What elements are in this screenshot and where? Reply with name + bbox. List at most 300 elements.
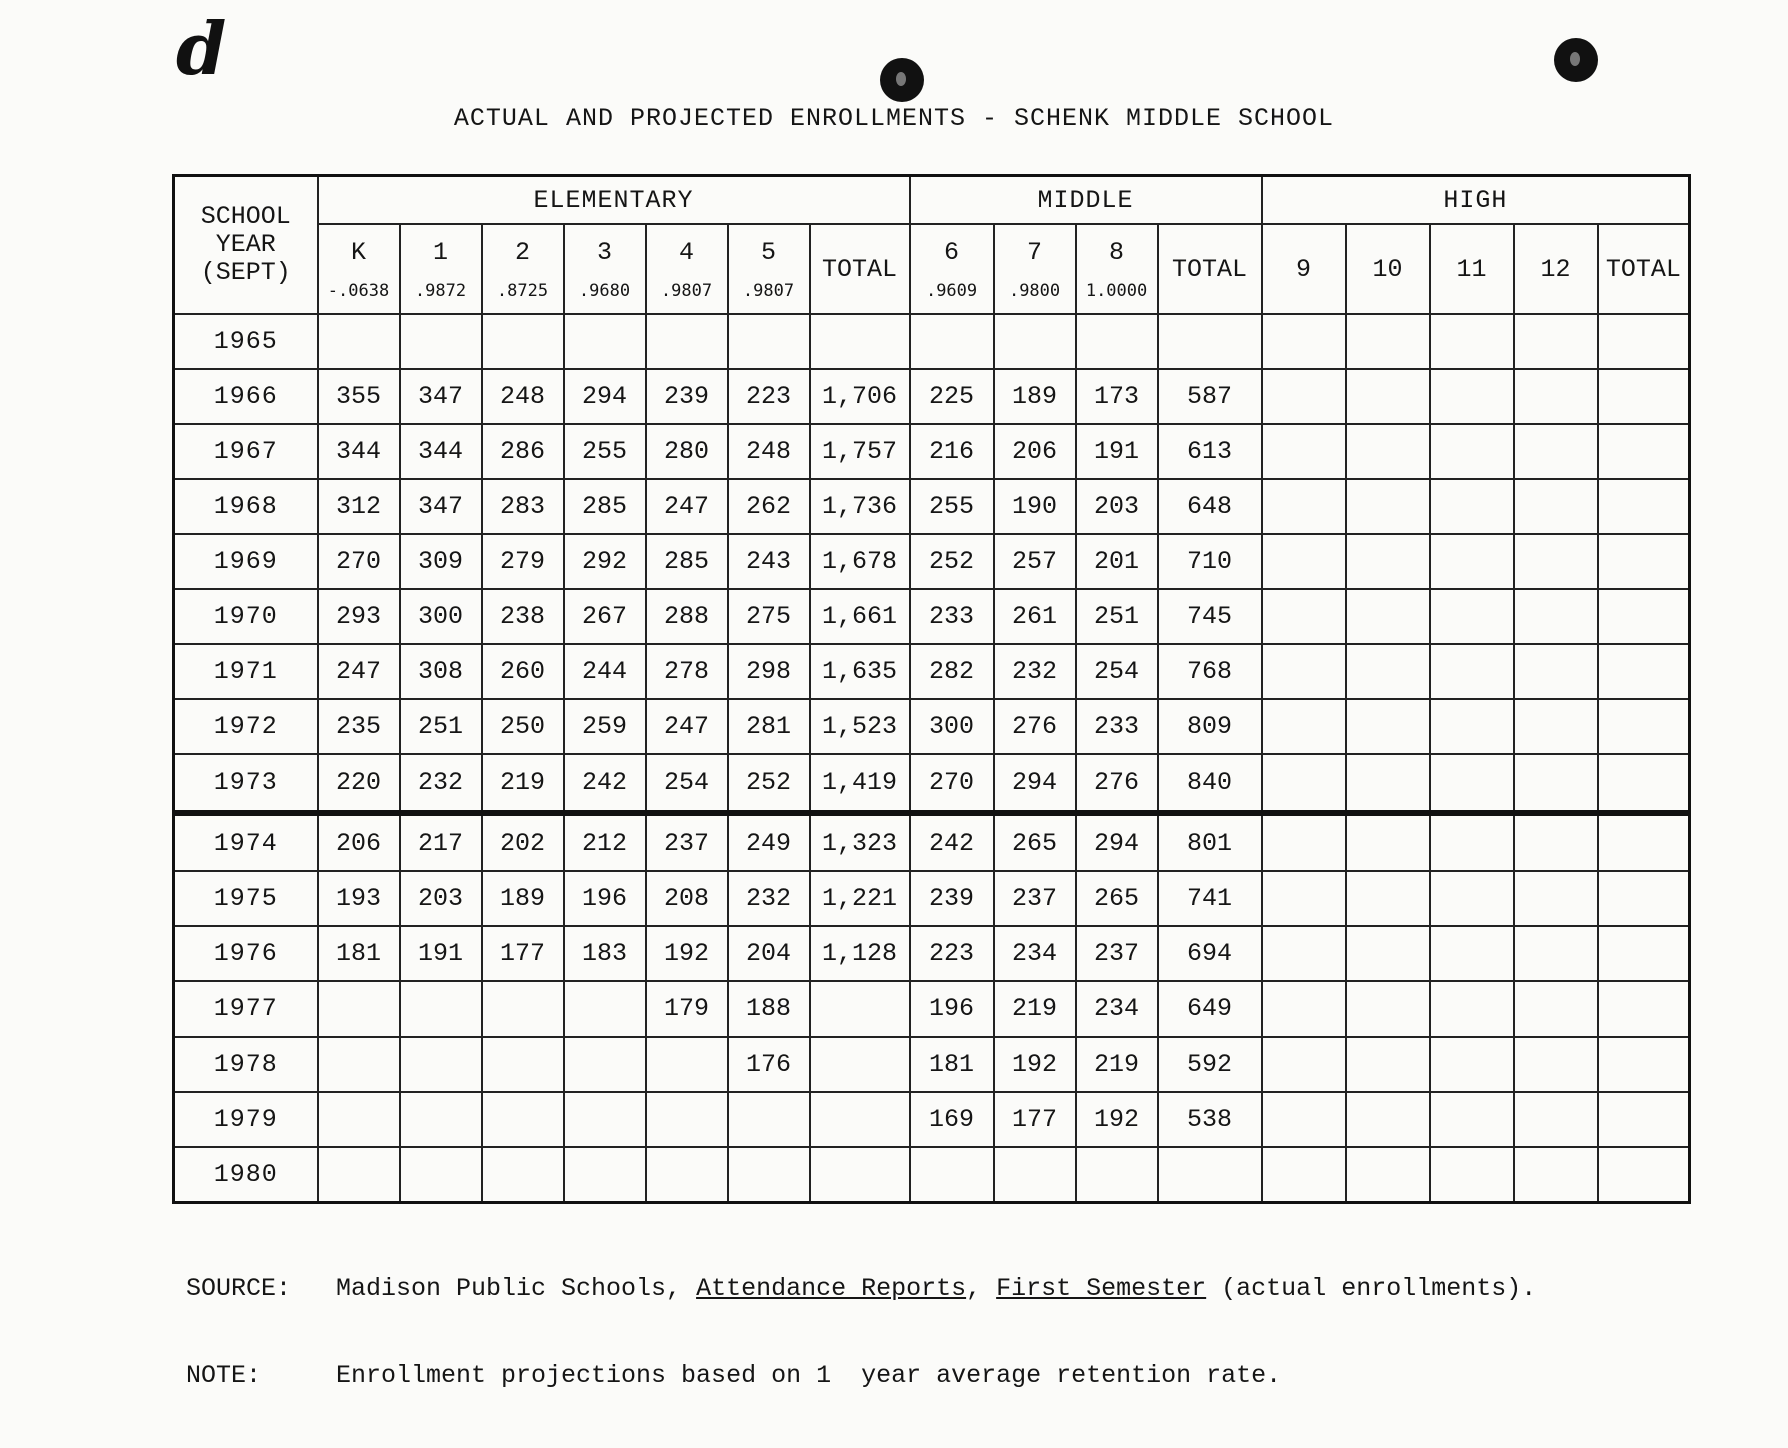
enrollment-cell bbox=[994, 314, 1076, 369]
table-row bbox=[174, 1147, 1690, 1203]
enrollment-cell: 281 bbox=[728, 699, 810, 754]
enrollment-cell: 237 bbox=[994, 871, 1076, 926]
enrollment-cell bbox=[910, 314, 994, 369]
enrollment-cell: 177 bbox=[482, 926, 564, 981]
enrollment-cell: 223 bbox=[910, 926, 994, 981]
enrollment-cell bbox=[1262, 479, 1346, 534]
enrollment-cell bbox=[810, 1092, 910, 1147]
enrollment-cell: 201 bbox=[1076, 534, 1158, 589]
enrollment-cell bbox=[482, 1037, 564, 1092]
enrollment-cell bbox=[1346, 813, 1430, 872]
enrollment-cell bbox=[1262, 813, 1346, 872]
enrollment-cell: 267 bbox=[564, 589, 646, 644]
school-year-cell: 1965 bbox=[174, 314, 318, 369]
enrollment-cell: 1,128 bbox=[810, 926, 910, 981]
enrollment-cell bbox=[564, 1092, 646, 1147]
enrollment-cell: 247 bbox=[318, 644, 400, 699]
enrollment-cell: 1,661 bbox=[810, 589, 910, 644]
enrollment-cell bbox=[1598, 424, 1690, 479]
enrollment-cell bbox=[1262, 369, 1346, 424]
enrollment-cell bbox=[1598, 981, 1690, 1036]
enrollment-cell: 768 bbox=[1158, 644, 1262, 699]
table-row bbox=[174, 424, 1690, 479]
enrollment-cell: 270 bbox=[318, 534, 400, 589]
enrollment-cell bbox=[1430, 1037, 1514, 1092]
enrollment-cell: 191 bbox=[400, 926, 482, 981]
school-year-cell: 1967 bbox=[174, 424, 318, 479]
enrollment-cell: 347 bbox=[400, 479, 482, 534]
retention-rate: -.0638 bbox=[327, 280, 390, 301]
enrollment-cell: 270 bbox=[910, 754, 994, 813]
school-year-cell: 1977 bbox=[174, 981, 318, 1036]
enrollment-cell: 251 bbox=[1076, 589, 1158, 644]
enrollment-cell bbox=[1598, 699, 1690, 754]
enrollment-cell: 262 bbox=[728, 479, 810, 534]
enrollment-cell: 1,678 bbox=[810, 534, 910, 589]
enrollment-cell: 225 bbox=[910, 369, 994, 424]
enrollment-cell: 242 bbox=[564, 754, 646, 813]
enrollment-cell: 247 bbox=[646, 699, 728, 754]
school-year-cell: 1973 bbox=[174, 754, 318, 813]
enrollment-cell: 298 bbox=[728, 644, 810, 699]
enrollment-cell: 179 bbox=[646, 981, 728, 1036]
enrollment-cell bbox=[1158, 1147, 1262, 1203]
enrollment-cell: 237 bbox=[1076, 926, 1158, 981]
enrollment-cell bbox=[1598, 754, 1690, 813]
enrollment-cell: 189 bbox=[482, 871, 564, 926]
enrollment-cell: 809 bbox=[1158, 699, 1262, 754]
enrollment-cell bbox=[1514, 644, 1598, 699]
school-year-header: SCHOOL YEAR (SEPT) bbox=[174, 176, 318, 315]
enrollment-cell: 257 bbox=[994, 534, 1076, 589]
enrollment-cell: 255 bbox=[910, 479, 994, 534]
enrollment-cell: 232 bbox=[400, 754, 482, 813]
table-row bbox=[174, 926, 1690, 981]
enrollment-cell: 190 bbox=[994, 479, 1076, 534]
handwritten-margin-mark: d bbox=[176, 6, 227, 91]
enrollment-cell: 233 bbox=[910, 589, 994, 644]
retention-rate: 1.0000 bbox=[1085, 280, 1148, 301]
table-row bbox=[174, 813, 1690, 872]
enrollment-cell bbox=[1346, 644, 1430, 699]
enrollment-cell bbox=[318, 1092, 400, 1147]
enrollment-cell: 206 bbox=[994, 424, 1076, 479]
grade-label: 1 bbox=[432, 237, 448, 267]
enrollment-cell bbox=[400, 314, 482, 369]
enrollment-cell: 592 bbox=[1158, 1037, 1262, 1092]
enrollment-cell bbox=[1514, 754, 1598, 813]
enrollment-cell: 254 bbox=[646, 754, 728, 813]
enrollment-cell: 260 bbox=[482, 644, 564, 699]
enrollment-cell bbox=[1430, 754, 1514, 813]
enrollment-cell: 181 bbox=[318, 926, 400, 981]
table-row bbox=[174, 1092, 1690, 1147]
enrollment-cell: 293 bbox=[318, 589, 400, 644]
enrollment-cell bbox=[1430, 1147, 1514, 1203]
enrollment-cell: 294 bbox=[994, 754, 1076, 813]
enrollment-cell: 308 bbox=[400, 644, 482, 699]
enrollment-cell bbox=[1430, 699, 1514, 754]
enrollment-cell bbox=[1430, 314, 1514, 369]
column-header-total bbox=[1598, 224, 1690, 314]
enrollment-cell: 254 bbox=[1076, 644, 1158, 699]
column-header-grade-4 bbox=[646, 224, 728, 314]
enrollment-cell: 252 bbox=[728, 754, 810, 813]
enrollment-cell bbox=[1262, 1147, 1346, 1203]
enrollment-cell: 309 bbox=[400, 534, 482, 589]
enrollment-cell: 801 bbox=[1158, 813, 1262, 872]
grade-label: 9 bbox=[1296, 254, 1312, 284]
school-year-cell: 1968 bbox=[174, 479, 318, 534]
enrollment-cell: 1,419 bbox=[810, 754, 910, 813]
enrollment-cell: 283 bbox=[482, 479, 564, 534]
enrollment-cell: 265 bbox=[994, 813, 1076, 872]
retention-rate: .9609 bbox=[925, 280, 978, 301]
enrollment-cell bbox=[728, 1092, 810, 1147]
enrollment-cell bbox=[728, 314, 810, 369]
enrollment-cell: 265 bbox=[1076, 871, 1158, 926]
table-row bbox=[174, 534, 1690, 589]
enrollment-cell bbox=[1598, 871, 1690, 926]
enrollment-cell bbox=[482, 1092, 564, 1147]
enrollment-cell bbox=[810, 314, 910, 369]
retention-rate: .9680 bbox=[578, 280, 631, 301]
enrollment-cell: 278 bbox=[646, 644, 728, 699]
column-header-grade-8 bbox=[1076, 224, 1158, 314]
table-row bbox=[174, 871, 1690, 926]
enrollment-cell bbox=[318, 981, 400, 1036]
enrollment-cell bbox=[1346, 871, 1430, 926]
enrollment-cell bbox=[1598, 1092, 1690, 1147]
enrollment-cell bbox=[1430, 589, 1514, 644]
enrollment-cell: 538 bbox=[1158, 1092, 1262, 1147]
enrollment-cell: 212 bbox=[564, 813, 646, 872]
enrollment-cell bbox=[1514, 424, 1598, 479]
enrollment-cell bbox=[1514, 1092, 1598, 1147]
column-header-grade-3 bbox=[564, 224, 646, 314]
enrollment-cell: 208 bbox=[646, 871, 728, 926]
group-header-row bbox=[174, 176, 1690, 225]
enrollment-cell bbox=[1514, 813, 1598, 872]
enrollment-cell bbox=[1346, 479, 1430, 534]
enrollment-cell bbox=[1514, 369, 1598, 424]
enrollment-cell: 276 bbox=[1076, 754, 1158, 813]
table-row bbox=[174, 981, 1690, 1036]
document-title: ACTUAL AND PROJECTED ENROLLMENTS - SCHENK MIDDLE SCHOOL bbox=[453, 104, 1335, 133]
enrollment-cell: 204 bbox=[728, 926, 810, 981]
grade-label: TOTAL bbox=[1172, 254, 1248, 284]
enrollment-cell bbox=[564, 314, 646, 369]
punch-hole-right bbox=[1554, 38, 1598, 82]
column-header-grade-10 bbox=[1346, 224, 1430, 314]
column-header-row bbox=[174, 224, 1690, 314]
enrollment-cell bbox=[1076, 314, 1158, 369]
grade-label: TOTAL bbox=[1605, 254, 1681, 284]
enrollment-cell: 248 bbox=[728, 424, 810, 479]
enrollment-cell bbox=[1346, 981, 1430, 1036]
retention-rate: .9800 bbox=[1008, 280, 1061, 301]
high-group-header: HIGH bbox=[1262, 176, 1690, 225]
school-year-cell: 1972 bbox=[174, 699, 318, 754]
source-semester: First Semester bbox=[996, 1274, 1207, 1303]
enrollment-cell: 1,523 bbox=[810, 699, 910, 754]
retention-rate: .9807 bbox=[742, 280, 795, 301]
enrollment-cell bbox=[1430, 981, 1514, 1036]
enrollment-cell bbox=[400, 1147, 482, 1203]
source-text-mid: , bbox=[966, 1274, 997, 1303]
enrollment-cell: 191 bbox=[1076, 424, 1158, 479]
enrollment-cell bbox=[646, 314, 728, 369]
note-line bbox=[186, 1361, 1536, 1390]
enrollment-cell: 244 bbox=[564, 644, 646, 699]
enrollment-cell bbox=[564, 1037, 646, 1092]
column-header-total bbox=[810, 224, 910, 314]
enrollment-cell: 710 bbox=[1158, 534, 1262, 589]
column-header-grade-5 bbox=[728, 224, 810, 314]
enrollment-cell: 242 bbox=[910, 813, 994, 872]
middle-group-header: MIDDLE bbox=[910, 176, 1262, 225]
enrollment-cell bbox=[400, 1092, 482, 1147]
enrollment-cell: 1,221 bbox=[810, 871, 910, 926]
source-text-post: (actual enrollments). bbox=[1206, 1274, 1537, 1303]
enrollment-cell: 223 bbox=[728, 369, 810, 424]
table-row bbox=[174, 644, 1690, 699]
school-year-cell: 1979 bbox=[174, 1092, 318, 1147]
enrollment-cell bbox=[1514, 534, 1598, 589]
school-year-cell: 1976 bbox=[174, 926, 318, 981]
enrollment-cell: 259 bbox=[564, 699, 646, 754]
school-year-cell: 1969 bbox=[174, 534, 318, 589]
enrollment-cell bbox=[1262, 981, 1346, 1036]
enrollment-cell: 1,323 bbox=[810, 813, 910, 872]
retention-rate: .9807 bbox=[660, 280, 713, 301]
enrollment-cell: 648 bbox=[1158, 479, 1262, 534]
enrollment-cell bbox=[1262, 644, 1346, 699]
grade-label: 4 bbox=[678, 237, 694, 267]
enrollment-cell: 252 bbox=[910, 534, 994, 589]
enrollment-cell: 292 bbox=[564, 534, 646, 589]
enrollment-cell: 649 bbox=[1158, 981, 1262, 1036]
column-header-grade-7 bbox=[994, 224, 1076, 314]
table-row bbox=[174, 1037, 1690, 1092]
retention-rate: .8725 bbox=[496, 280, 549, 301]
enrollment-cell: 355 bbox=[318, 369, 400, 424]
enrollment-cell: 285 bbox=[646, 534, 728, 589]
grade-label: 2 bbox=[514, 237, 530, 267]
enrollment-cell bbox=[318, 1147, 400, 1203]
school-year-cell: 1980 bbox=[174, 1147, 318, 1203]
enrollment-cell: 745 bbox=[1158, 589, 1262, 644]
enrollment-cell bbox=[1346, 1037, 1430, 1092]
footer-notes bbox=[186, 1216, 1536, 1448]
enrollment-cell bbox=[1430, 644, 1514, 699]
enrollment-table bbox=[172, 174, 1691, 1204]
enrollment-cell: 247 bbox=[646, 479, 728, 534]
enrollment-cell bbox=[1514, 699, 1598, 754]
enrollment-cell: 275 bbox=[728, 589, 810, 644]
enrollment-cell bbox=[1430, 424, 1514, 479]
column-header-grade-2 bbox=[482, 224, 564, 314]
grade-label: 6 bbox=[944, 237, 960, 267]
enrollment-cell: 173 bbox=[1076, 369, 1158, 424]
enrollment-cell: 233 bbox=[1076, 699, 1158, 754]
enrollment-cell bbox=[1598, 926, 1690, 981]
source-publication: Attendance Reports bbox=[696, 1274, 967, 1303]
note-text: Enrollment projections based on 1 year average retention rate. bbox=[336, 1361, 1282, 1390]
enrollment-cell: 192 bbox=[1076, 1092, 1158, 1147]
column-header-grade-k bbox=[318, 224, 400, 314]
enrollment-cell: 193 bbox=[318, 871, 400, 926]
enrollment-cell bbox=[1262, 1092, 1346, 1147]
enrollment-cell: 232 bbox=[728, 871, 810, 926]
enrollment-cell bbox=[1598, 589, 1690, 644]
enrollment-cell bbox=[400, 1037, 482, 1092]
grade-label: TOTAL bbox=[822, 254, 898, 284]
source-line bbox=[186, 1274, 1536, 1303]
enrollment-cell bbox=[810, 1037, 910, 1092]
enrollment-cell bbox=[318, 314, 400, 369]
enrollment-cell bbox=[1598, 534, 1690, 589]
enrollment-cell bbox=[1430, 369, 1514, 424]
enrollment-cell bbox=[1514, 314, 1598, 369]
enrollment-cell bbox=[1346, 926, 1430, 981]
elementary-group-header: ELEMENTARY bbox=[318, 176, 910, 225]
enrollment-cell: 235 bbox=[318, 699, 400, 754]
enrollment-cell: 288 bbox=[646, 589, 728, 644]
grade-label: 7 bbox=[1027, 237, 1043, 267]
retention-rate: .9872 bbox=[414, 280, 467, 301]
table-row bbox=[174, 369, 1690, 424]
grade-label: 8 bbox=[1109, 237, 1125, 267]
column-header-grade-11 bbox=[1430, 224, 1514, 314]
enrollment-cell: 276 bbox=[994, 699, 1076, 754]
enrollment-cell: 300 bbox=[400, 589, 482, 644]
enrollment-cell bbox=[1262, 871, 1346, 926]
enrollment-cell bbox=[318, 1037, 400, 1092]
enrollment-cell bbox=[1346, 1092, 1430, 1147]
enrollment-cell bbox=[1346, 754, 1430, 813]
school-year-cell: 1966 bbox=[174, 369, 318, 424]
table-row bbox=[174, 699, 1690, 754]
enrollment-cell bbox=[1262, 1037, 1346, 1092]
enrollment-cell bbox=[1430, 534, 1514, 589]
enrollment-cell bbox=[1262, 754, 1346, 813]
enrollment-cell: 840 bbox=[1158, 754, 1262, 813]
enrollment-table-body bbox=[174, 314, 1690, 1203]
column-header-total bbox=[1158, 224, 1262, 314]
enrollment-cell: 196 bbox=[910, 981, 994, 1036]
school-year-cell: 1970 bbox=[174, 589, 318, 644]
enrollment-cell bbox=[1514, 1037, 1598, 1092]
enrollment-cell: 219 bbox=[482, 754, 564, 813]
enrollment-cell bbox=[482, 981, 564, 1036]
enrollment-cell bbox=[1598, 813, 1690, 872]
grade-label: 3 bbox=[596, 237, 612, 267]
enrollment-cell: 176 bbox=[728, 1037, 810, 1092]
grade-label: K bbox=[350, 237, 366, 267]
enrollment-cell: 203 bbox=[1076, 479, 1158, 534]
enrollment-cell bbox=[1598, 369, 1690, 424]
enrollment-cell: 248 bbox=[482, 369, 564, 424]
note-label: NOTE: bbox=[186, 1361, 262, 1390]
enrollment-cell: 183 bbox=[564, 926, 646, 981]
enrollment-cell: 220 bbox=[318, 754, 400, 813]
enrollment-cell bbox=[1430, 1092, 1514, 1147]
enrollment-cell: 294 bbox=[1076, 813, 1158, 872]
enrollment-cell bbox=[1346, 424, 1430, 479]
enrollment-cell bbox=[1346, 314, 1430, 369]
enrollment-cell: 344 bbox=[318, 424, 400, 479]
enrollment-cell bbox=[1158, 314, 1262, 369]
enrollment-cell bbox=[1430, 479, 1514, 534]
enrollment-cell bbox=[1346, 534, 1430, 589]
enrollment-cell bbox=[1262, 589, 1346, 644]
enrollment-cell bbox=[728, 1147, 810, 1203]
enrollment-cell: 251 bbox=[400, 699, 482, 754]
enrollment-cell bbox=[1514, 589, 1598, 644]
enrollment-cell bbox=[564, 1147, 646, 1203]
enrollment-cell bbox=[1262, 314, 1346, 369]
enrollment-cell: 280 bbox=[646, 424, 728, 479]
enrollment-cell: 347 bbox=[400, 369, 482, 424]
enrollment-cell bbox=[646, 1092, 728, 1147]
enrollment-cell bbox=[1346, 699, 1430, 754]
enrollment-cell: 169 bbox=[910, 1092, 994, 1147]
table-row bbox=[174, 589, 1690, 644]
enrollment-cell bbox=[1598, 479, 1690, 534]
enrollment-cell: 219 bbox=[1076, 1037, 1158, 1092]
column-header-grade-6 bbox=[910, 224, 994, 314]
enrollment-cell: 237 bbox=[646, 813, 728, 872]
source-text-pre: Madison Public Schools, bbox=[336, 1274, 697, 1303]
enrollment-cell: 243 bbox=[728, 534, 810, 589]
enrollment-cell bbox=[1598, 644, 1690, 699]
table-row bbox=[174, 314, 1690, 369]
enrollment-cell bbox=[1514, 981, 1598, 1036]
enrollment-cell: 694 bbox=[1158, 926, 1262, 981]
enrollment-cell: 1,635 bbox=[810, 644, 910, 699]
enrollment-cell: 202 bbox=[482, 813, 564, 872]
enrollment-cell bbox=[646, 1147, 728, 1203]
enrollment-cell bbox=[1262, 424, 1346, 479]
enrollment-cell: 181 bbox=[910, 1037, 994, 1092]
enrollment-cell: 1,757 bbox=[810, 424, 910, 479]
enrollment-cell: 587 bbox=[1158, 369, 1262, 424]
enrollment-cell: 203 bbox=[400, 871, 482, 926]
enrollment-cell bbox=[1346, 369, 1430, 424]
enrollment-cell: 239 bbox=[646, 369, 728, 424]
enrollment-cell bbox=[1262, 699, 1346, 754]
enrollment-cell: 1,706 bbox=[810, 369, 910, 424]
enrollment-cell bbox=[1514, 479, 1598, 534]
enrollment-cell: 261 bbox=[994, 589, 1076, 644]
school-year-cell: 1971 bbox=[174, 644, 318, 699]
enrollment-cell bbox=[482, 314, 564, 369]
enrollment-cell bbox=[1598, 1037, 1690, 1092]
table-row bbox=[174, 479, 1690, 534]
enrollment-cell bbox=[1514, 1147, 1598, 1203]
enrollment-cell: 206 bbox=[318, 813, 400, 872]
enrollment-cell: 189 bbox=[994, 369, 1076, 424]
enrollment-cell bbox=[1430, 813, 1514, 872]
enrollment-cell: 234 bbox=[994, 926, 1076, 981]
enrollment-cell bbox=[1262, 926, 1346, 981]
enrollment-cell: 177 bbox=[994, 1092, 1076, 1147]
column-header-grade-9 bbox=[1262, 224, 1346, 314]
enrollment-cell bbox=[482, 1147, 564, 1203]
enrollment-cell: 286 bbox=[482, 424, 564, 479]
grade-label: 10 bbox=[1372, 254, 1403, 284]
